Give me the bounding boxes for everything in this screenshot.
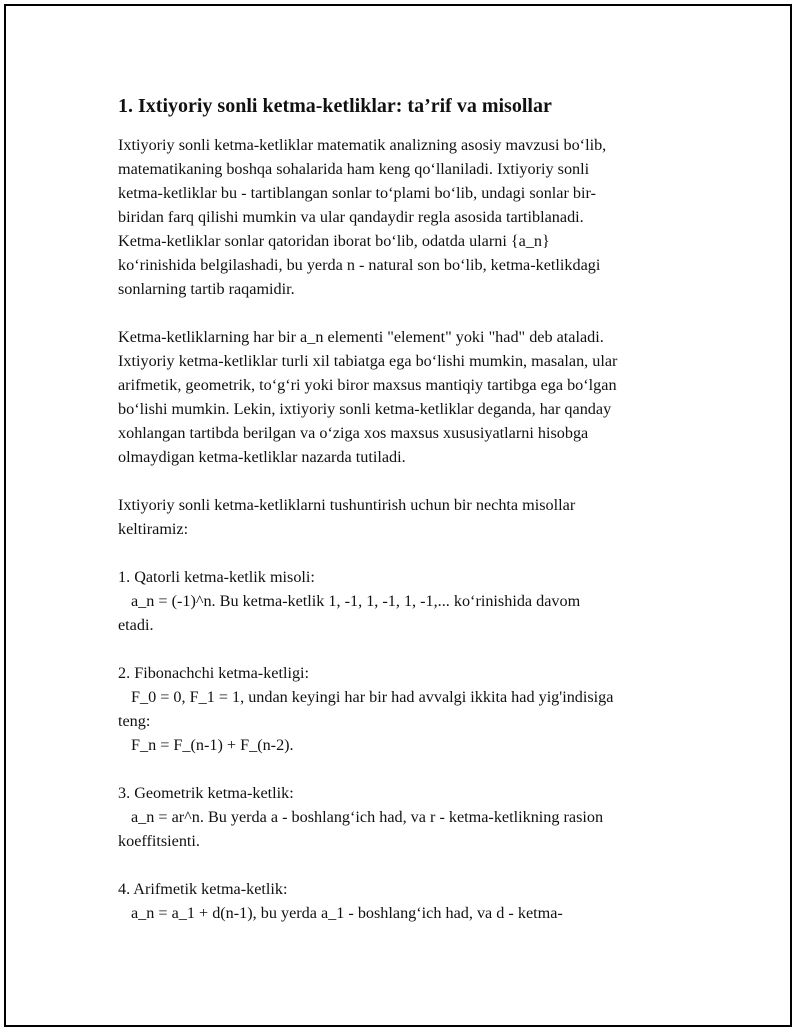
example-title: 1. Qatorli ketma-ketlik misoli:	[118, 568, 315, 586]
paragraph-line: xohlangan tartibda berilgan va o‘ziga xos maxsus xususiyatlarni hisobga	[118, 424, 589, 442]
example-formula: F_n = F_(n-1) + F_(n-2).	[131, 736, 294, 754]
paragraph-line: ko‘rinishida belgilashadi, bu yerda n - natural son bo‘lib, ketma-ketlikdagi	[118, 256, 601, 274]
example-line: a_n = (-1)^n. Bu ketma-ketlik 1, -1, 1, -1, 1, -1,... ko‘rinishida davom	[131, 592, 581, 610]
example-line: a_n = ar^n. Bu yerda a - boshlang‘ich had, va r - ketma-ketlikning rasion	[131, 808, 604, 826]
paragraph-gap	[118, 637, 688, 661]
example-line: teng:	[118, 712, 151, 730]
paragraph-gap	[118, 469, 688, 493]
document-body	[118, 92, 688, 925]
paragraph-gap	[118, 301, 688, 325]
example-title: 4. Arifmetik ketma-ketlik:	[118, 880, 288, 898]
paragraph-gap	[118, 853, 688, 877]
paragraph-line: keltiramiz:	[118, 520, 189, 538]
paragraph-line: Ixtiyoriy sonli ketma-ketliklar matematik analizning asosiy mavzusi bo‘lib,	[118, 136, 607, 154]
example-line: koeffitsienti.	[118, 832, 200, 850]
paragraph-line: Ixtiyoriy sonli ketma-ketliklarni tushuntirish uchun bir nechta misollar	[118, 496, 576, 514]
paragraph-gap	[118, 541, 688, 565]
paragraph-line: biridan farq qilishi mumkin va ular qandaydir regla asosida tartiblanadi.	[118, 208, 584, 226]
paragraph-line: bo‘lishi mumkin. Lekin, ixtiyoriy sonli ketma-ketliklar deganda, har qanday	[118, 400, 612, 418]
example-title: 3. Geometrik ketma-ketlik:	[118, 784, 294, 802]
paragraph-line: olmaydigan ketma-ketliklar nazarda tutiladi.	[118, 448, 406, 466]
paragraph-gap	[118, 757, 688, 781]
paragraph-line: Ketma-ketliklar sonlar qatoridan iborat bo‘lib, odatda ularni {a_n}	[118, 232, 550, 250]
example-line: a_n = a_1 + d(n-1), bu yerda a_1 - boshlang‘ich had, va d - ketma-	[131, 904, 563, 922]
paragraph-line: arifmetik, geometrik, to‘g‘ri yoki biror maxsus mantiqiy tartibga ega bo‘lgan	[118, 376, 617, 394]
example-title: 2. Fibonachchi ketma-ketligi:	[118, 664, 310, 682]
example-line: F_0 = 0, F_1 = 1, undan keyingi har bir had avvalgi ikkita had yig'indisiga	[131, 688, 614, 706]
example-line: etadi.	[118, 616, 154, 634]
section-heading: 1. Ixtiyoriy sonli ketma-ketliklar: ta’rif va misollar	[118, 95, 552, 117]
paragraph-line: matematikaning boshqa sohalarida ham keng qo‘llaniladi. Ixtiyoriy sonli	[118, 160, 590, 178]
paragraph-line: Ketma-ketliklarning har bir a_n elementi "element" yoki "had" deb ataladi.	[118, 328, 604, 346]
paragraph-line: sonlarning tartib raqamidir.	[118, 280, 295, 298]
paragraph-line: Ixtiyoriy ketma-ketliklar turli xil tabiatga ega bo‘lishi mumkin, masalan, ular	[118, 352, 618, 370]
paragraph-line: ketma-ketliklar bu - tartiblangan sonlar to‘plami bo‘lib, undagi sonlar bir-	[118, 184, 596, 202]
